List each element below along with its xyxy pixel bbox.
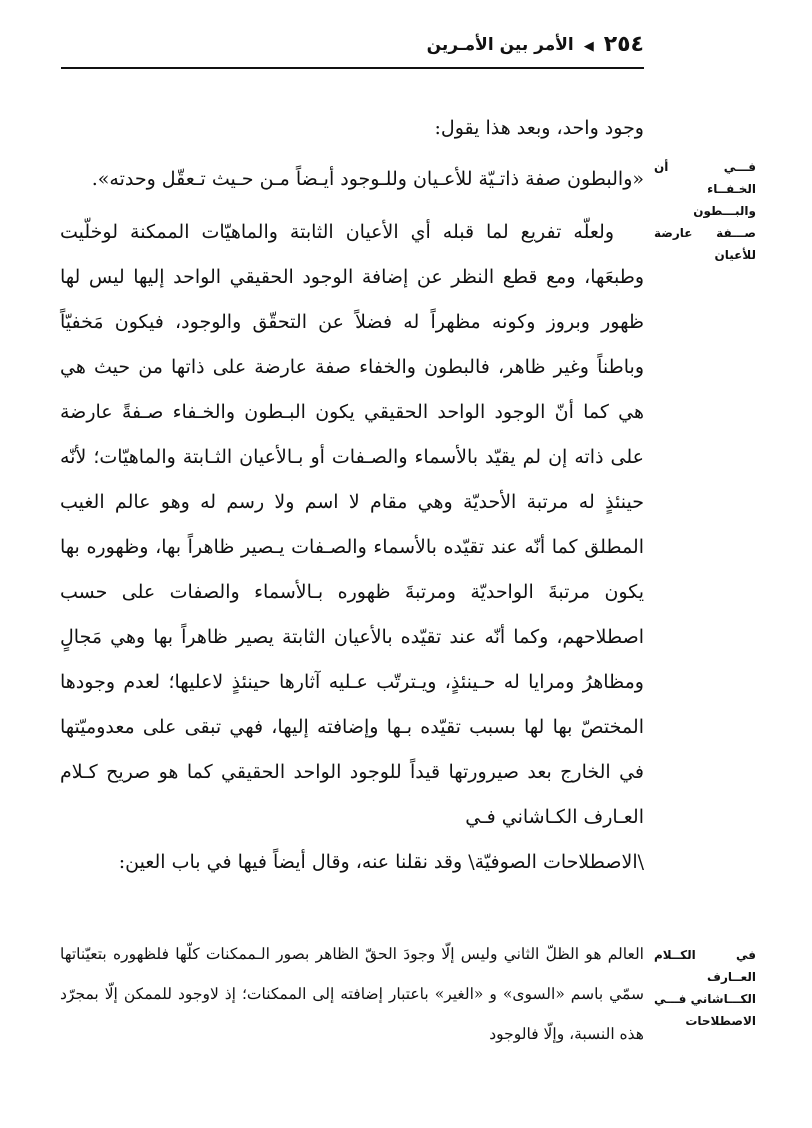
margin-note-1: فـــي أن الخـفــاء والبـــطون صـــفة عارضة للأعيان xyxy=(654,160,756,262)
intro-line: وجود واحد، وبعد هذا يقول: xyxy=(434,117,644,139)
main-text xyxy=(60,106,644,884)
margin-note-2: في الكــلام العــارف الكـــاشاني فـــي الاصطلاحات xyxy=(654,948,756,1028)
running-header xyxy=(427,34,644,56)
quotation-2: العالم هو الظلّ الثاني وليس إلّا وجودَ الحقّ الظاهر بصور الـممكنات كلّها فلظهوره بتعيّناتها سمّي باسم «السوى» و «الغير» باعتبار إضافته إلى الممكنات؛ إذ لاوجود للممكن إلّا بمجرّد هذه النسبة، وإلّا فالوجود xyxy=(60,945,644,1043)
triangle-separator-icon: ◀ xyxy=(583,38,594,54)
lead-out-line: \الاصطلاحات الصوفيّة\ وقد نقلنا عنه، وقال أيضاً فيها في باب العين: xyxy=(118,851,644,873)
page-number: ٢٥٤ xyxy=(603,32,644,57)
body-paragraph: ولعلّه تفريع لما قبله أي الأعيان الثابتة والماهيّات الممكنة لوخلّيت وطبعَها، ومع قطع النظر عن إضافة الوجود الحقيقي الواحد إليها ليس لها ظهور وبروز وكونه مظهراً له فضلاً عن التحقّق والوجود، فيكون مَخفيّاً وباطناً وغير ظاهر، فالبطون والخفاء صفة عارضة على ذاتها من حيث هي هي كما أنّ الوجود الواحد الحقيقي يكون البـطون والخـفاء صـفةً عارضة على ذاته إن لم يقيّد بالأسماء والصـفات أو بـالأعيان الثـابتة والماهيّات؛ لأنّه حينئذٍ له مرتبة الأحديّة وهي مقام لا اسم ولا رسم له وهو عالم الغيب المطلق كما أنّه عند تقيّده بالأسماء والصـفات يـصير ظاهراً بها، وظهوره بها يكون مرتبةَ الواحديّة ومرتبةَ ظهوره بـالأسماء والصفات على حسب اصطلاحهم، وكما أنّه عند تقيّده بالأعيان الثابتة يصير ظاهراً بها وهي مَجالٍ ومظاهرُ ومرايا له حـينئذٍ، ويـترتّب عـليه آثارها حينئذٍ لاعليها؛ لعدم وجودها المختصّ بها لها بسبب تقيّده بـها وإضافته إليها، فهي تبقى على معدوميّتها في الخارج بعد صيرورتها قيداً للوجود الواحد الحقيقي كما هو صريح كـلام العـارف الكـاشاني فـي xyxy=(60,221,644,828)
quotation-1: «والبطون صفة ذاتـيّة للأعـيان وللـوجود أيـضاً مـن حـيث تـعقّل وحدته». xyxy=(91,168,644,190)
header-rule xyxy=(61,67,644,69)
running-title: الأمر بين الأمـرين xyxy=(426,35,574,55)
